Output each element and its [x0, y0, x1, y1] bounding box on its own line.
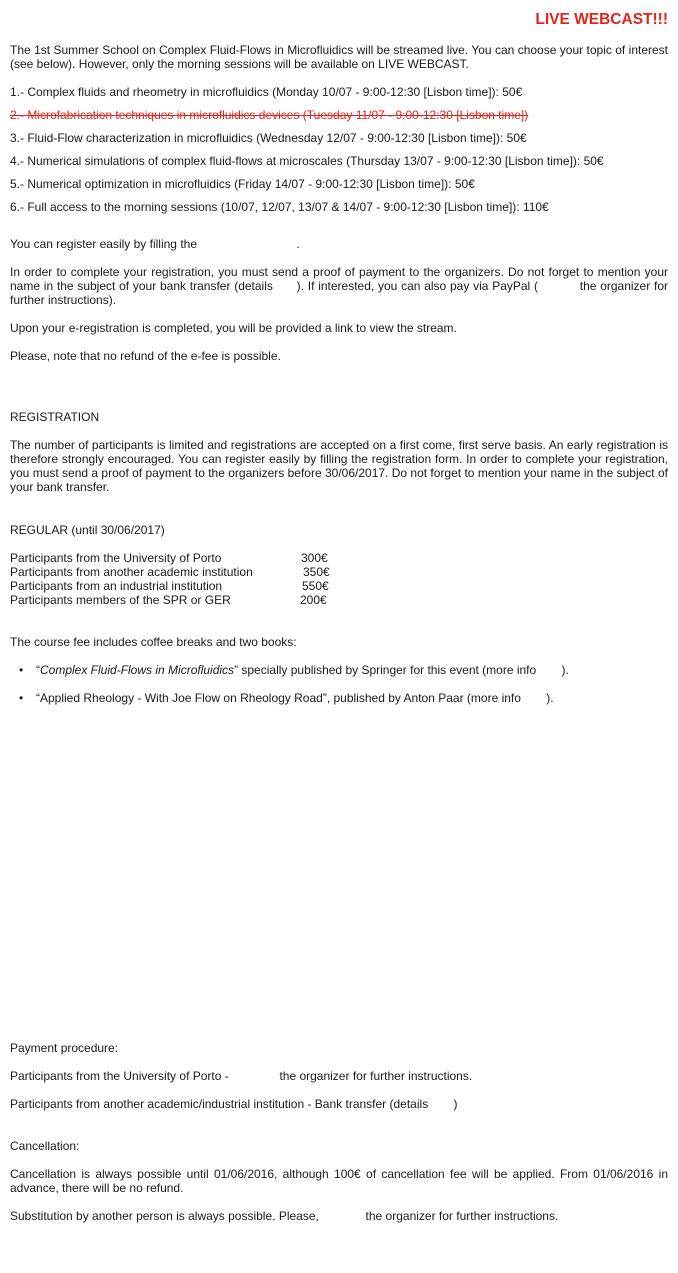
topic-4: 4.- Numerical simulations of complex fluid-flows at microscales (Thursday 13/07 - 9:00-12:30 [Lisbon time]): 50€	[10, 154, 604, 168]
price-label: Participants from the University of Porto	[10, 551, 222, 565]
price-value: 300€	[301, 551, 328, 565]
cancellation-text: Cancellation is always possible until 01/06/2016, although 100€ of cancellation fee will be applied. From 01/06/2016 in advance, there will be no refund.	[10, 1167, 668, 1195]
regular-heading: REGULAR (until 30/06/2017)	[10, 523, 165, 537]
book-2-quote: “	[36, 691, 40, 705]
book-2-title: Applied Rheology - With Joe Flow on Rheology Road	[40, 691, 323, 705]
webcast-no-refund: Please, note that no refund of the e-fee is possible.	[10, 349, 281, 363]
price-label: Participants from an industrial institution	[10, 579, 223, 593]
topic-5: 5.- Numerical optimization in microfluidics (Friday 14/07 - 9:00-12:30 [Lisbon time]): 50€	[10, 177, 475, 191]
registration-heading: REGISTRATION	[10, 410, 100, 424]
payment-porto-instructions: the organizer for further instructions.	[279, 1069, 473, 1083]
live-webcast-title: LIVE WEBCAST!!!	[535, 11, 668, 28]
registration-text: The number of participants is limited and registrations are accepted on a first come, first serve basis. An early registration is therefore strongly encouraged. You can register easily by filling the registration form. In order to complete your registration, you must send a proof of payment to the organizers before 30/06/2017. Do not forget to mention your name in the subject of your bank transfer.	[10, 438, 668, 494]
webcast-upon-registration: Upon your e-registration is completed, you will be provided a link to view the stream.	[10, 321, 457, 335]
payment-heading: Payment procedure:	[10, 1041, 119, 1055]
substitution-instructions: the organizer for further instructions.	[365, 1209, 559, 1223]
payment-other-close: )	[453, 1097, 458, 1111]
topic-3: 3.- Fluid-Flow characterization in microfluidics (Wednesday 12/07 - 9:00-12:30 [Lisbon time]): 50€	[10, 131, 527, 145]
webcast-intro: The 1st Summer School on Complex Fluid-Flows in Microfluidics will be streamed live. You can choose your topic of interest (see below). However, only the morning sessions will be available on LIVE WEBCAST.	[10, 43, 668, 71]
price-value: 200€	[300, 593, 327, 607]
payment-text-2: ). If interested, you can also pay via PayPal (	[296, 279, 538, 293]
register-end: .	[296, 237, 300, 251]
webcast-register-line	[10, 237, 668, 251]
payment-porto	[10, 1069, 668, 1083]
price-value: 550€	[302, 579, 329, 593]
price-value: 350€	[303, 565, 330, 579]
payment-other-text: Participants from another academic/industrial institution - Bank transfer (details	[10, 1097, 429, 1111]
topic-6: 6.- Full access to the morning sessions (10/07, 12/07, 13/07 & 14/07 - 9:00-12:30 [Lisbon time]): 110€	[10, 200, 549, 214]
topic-2-cancelled: 2.- Microfabrication techniques in microfluidics devices (Tuesday 11/07 - 9:00-12:30 [Lisbon time])	[10, 108, 529, 122]
price-row	[10, 551, 221, 565]
payment-text-3: the organizer for further instructions).	[10, 279, 668, 307]
webcast-payment-paragraph	[10, 265, 668, 307]
book-2-close: ).	[546, 691, 554, 705]
price-row	[10, 565, 253, 579]
payment-other	[10, 1097, 668, 1111]
topic-1: 1.- Complex fluids and rheometry in microfluidics (Monday 10/07 - 9:00-12:30 [Lisbon time]): 50€	[10, 85, 523, 99]
book-2-text: ”, published by Anton Paar (more info	[322, 691, 521, 705]
price-row	[10, 579, 222, 593]
book-1-text: ” specially published by Springer for this event (more info	[234, 663, 537, 677]
book-1-title: Complex Fluid-Flows in Microfluidics	[40, 663, 235, 677]
price-label: Participants members of the SPR or GER	[10, 593, 231, 607]
fee-includes: The course fee includes coffee breaks and two books:	[10, 635, 297, 649]
cancellation-heading: Cancellation:	[10, 1139, 80, 1153]
book-1-quote: “	[36, 663, 40, 677]
payment-porto-text: Participants from the University of Porto -	[10, 1069, 229, 1083]
list-item-book-1	[20, 663, 569, 677]
payment-text-1: In order to complete your registration, you must send a proof of payment to the organizers. Do not forget to mention your name in the subject of your bank transfer (details	[10, 265, 668, 293]
list-item-book-2	[20, 691, 554, 705]
book-1-close: ).	[561, 663, 569, 677]
register-text: You can register easily by filling the	[10, 237, 197, 251]
price-label: Participants from another academic institution	[10, 565, 253, 579]
substitution-text: Substitution by another person is always possible. Please,	[10, 1209, 319, 1223]
price-row	[10, 593, 231, 607]
substitution	[10, 1209, 668, 1223]
